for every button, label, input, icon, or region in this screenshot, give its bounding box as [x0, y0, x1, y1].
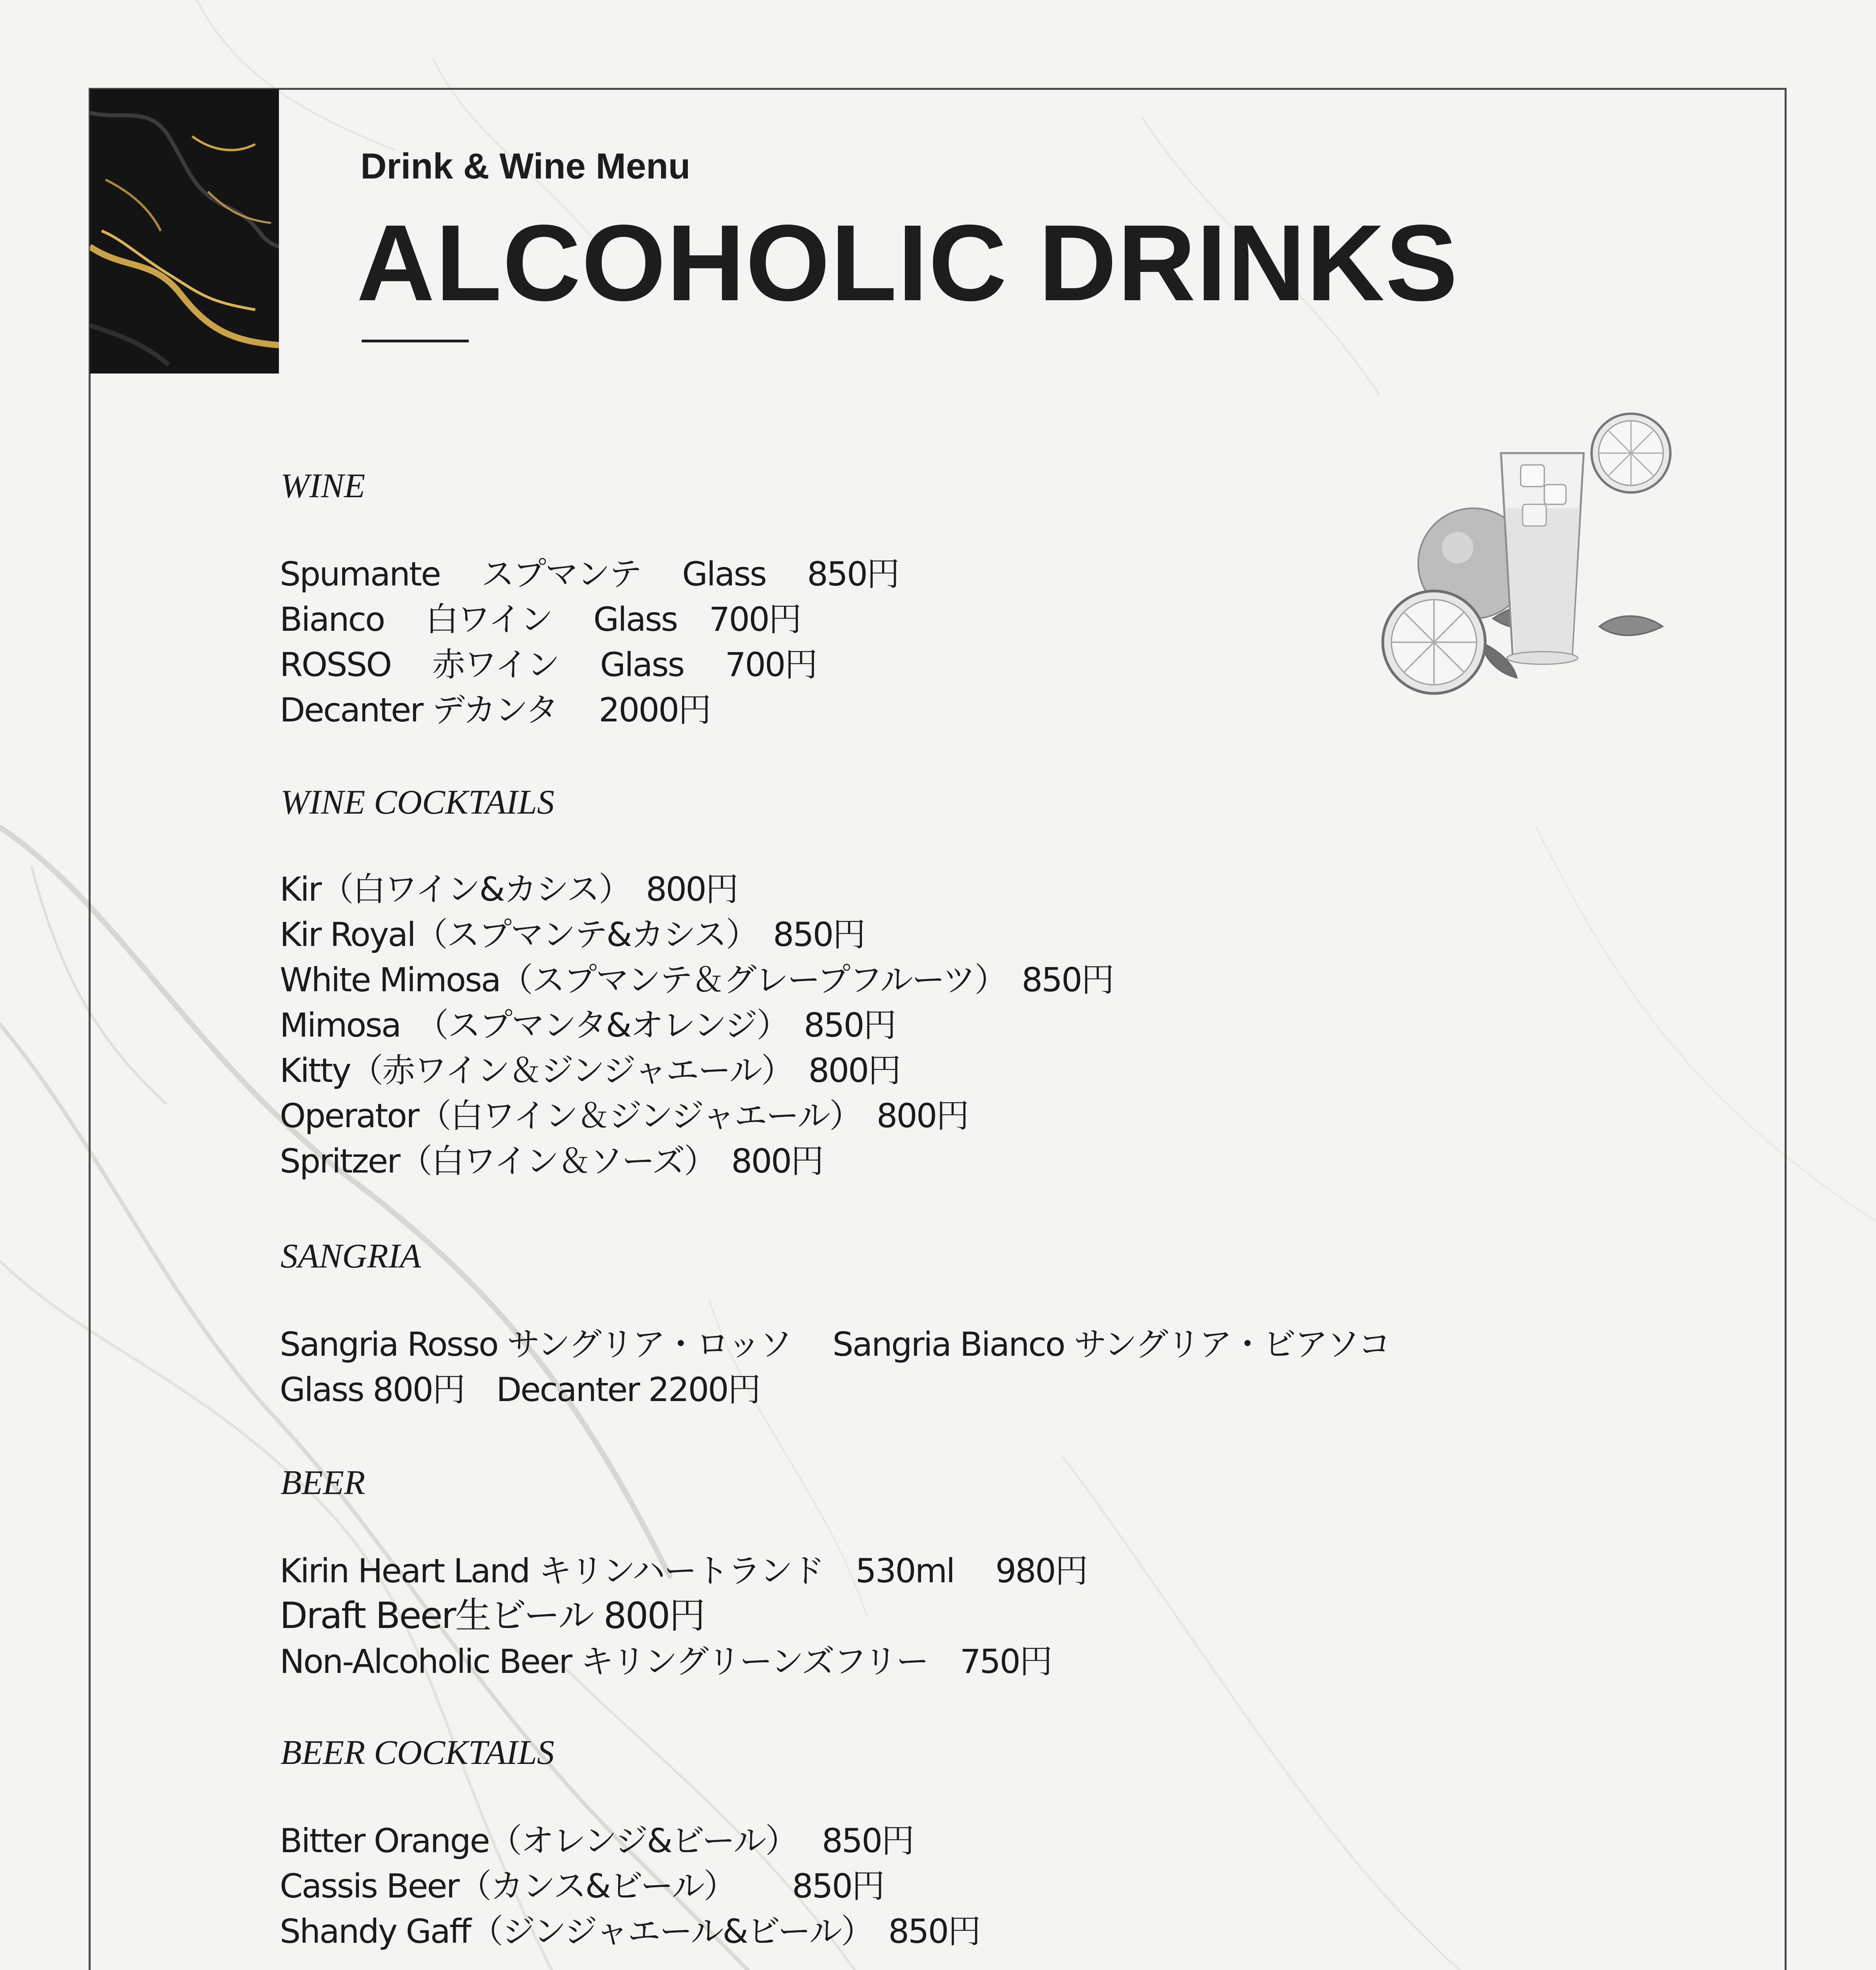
- menu-item: Decanter デカンタ 2000円: [280, 691, 710, 729]
- title-underline: [362, 340, 469, 342]
- menu-item: Sangria Rosso サングリア・ロッソ Sangria Bianco サングリア・ビアソコ: [280, 1325, 1390, 1364]
- menu-item: Bianco 白ワイン Glass 700円: [280, 600, 801, 639]
- menu-item: Bitter Orange（オレンジ&ビール） 850円: [280, 1821, 914, 1860]
- section-heading-wine-cocktails: WINE COCKTAILS: [280, 783, 555, 821]
- menu-item: Kir Royal（スプマンテ&カシス） 850円: [280, 915, 865, 954]
- menu-item: Operator（白ワイン＆ジンジャエール） 800円: [280, 1097, 968, 1135]
- citrus-drink-icon: [1363, 406, 1706, 705]
- menu-item: Glass 800円 Decanter 2200円: [280, 1370, 760, 1409]
- menu-item: Spritzer（白ワイン＆ソーズ） 800円: [280, 1142, 823, 1180]
- menu-item: Kitty（赤ワイン＆ジンジャエール） 800円: [280, 1051, 900, 1090]
- menu-item: ROSSO 赤ワイン Glass 700円: [280, 645, 817, 684]
- section-heading-wine: WINE: [280, 467, 366, 505]
- menu-item: White Mimosa（スプマンテ＆グレープフルーツ） 850円: [280, 961, 1113, 999]
- menu-item: Mimosa （スプマンタ&オレンジ） 850円: [280, 1006, 895, 1044]
- section-heading-beer-cocktails: BEER COCKTAILS: [280, 1734, 555, 1772]
- section-heading-sangria: SANGRIA: [280, 1237, 421, 1275]
- menu-item: Kir（白ワイン&カシス） 800円: [280, 870, 737, 909]
- menu-item: Shandy Gaff（ジンジャエール&ビール） 850円: [280, 1912, 980, 1951]
- menu-item: Cassis Beer（カンス&ビール） 850円: [280, 1867, 884, 1905]
- menu-item: Non-Alcoholic Beer キリングリーンズフリー 750円: [280, 1642, 1051, 1681]
- menu-subtitle: Drink & Wine Menu: [360, 146, 691, 186]
- page-title: ALCOHOLIC DRINKS: [357, 203, 1459, 323]
- section-heading-beer: BEER: [280, 1464, 366, 1502]
- menu-item: Spumante スプマンテ Glass 850円: [280, 555, 899, 593]
- menu-item: Draft Beer生ビール 800円: [280, 1595, 704, 1637]
- menu-item: Kirin Heart Land キリンハートランド 530ml 980円: [280, 1552, 1087, 1590]
- marble-tile-icon: [90, 89, 279, 374]
